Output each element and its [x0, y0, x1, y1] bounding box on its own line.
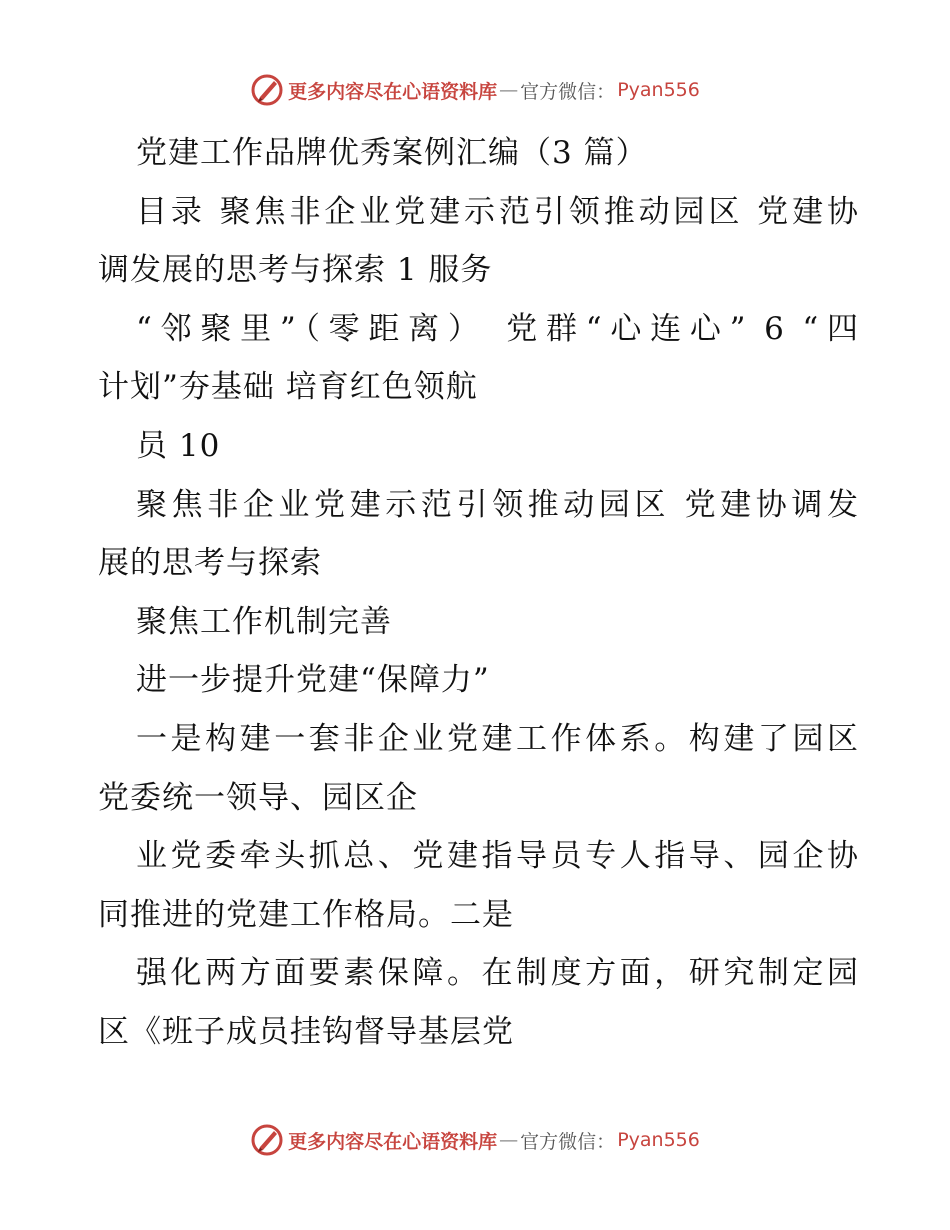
section-heading: 展的思考与探索 — [98, 545, 322, 582]
watermark-separator: — — [499, 79, 519, 101]
toc-line: 计划”夯基础 培育红色领航 — [98, 369, 478, 406]
subsection-heading: 进一步提升党建“保障力” — [136, 662, 490, 699]
watermark-text: 更多内容尽在心语资料库 — [288, 1130, 498, 1153]
watermark-id: Pyan556 — [617, 79, 700, 101]
paragraph-line: 一是构建一套非企业党建工作体系。构建了园区 — [136, 720, 858, 757]
subsection-heading: 聚焦工作机制完善 — [136, 603, 392, 640]
watermark-id: Pyan556 — [617, 1129, 700, 1151]
document-title: 党建工作品牌优秀案例汇编（3 篇） — [136, 135, 648, 171]
paragraph-line: 强化两方面要素保障。在制度方面，研究制定园 — [136, 955, 858, 992]
paragraph-line: 区《班子成员挂钩督导基层党 — [98, 1013, 514, 1050]
toc-line: 调发展的思考与探索 1 服务 — [98, 252, 493, 289]
toc-line: “邻聚里”（零距离） 党群“心连心” 6 “四 — [136, 310, 858, 347]
section-heading: 聚焦非企业党建示范引领推动园区 党建协调发 — [136, 486, 858, 523]
paragraph-line: 同推进的党建工作格局。二是 — [98, 896, 514, 933]
watermark-text: 更多内容尽在心语资料库 — [288, 80, 498, 103]
header-watermark — [0, 70, 950, 110]
brand-logo-icon — [250, 1123, 284, 1157]
toc-line: 目录 聚焦非企业党建示范引领推动园区 党建协 — [136, 193, 858, 230]
watermark-label: 官方微信： — [520, 1130, 616, 1153]
paragraph-line: 业党委牵头抓总、党建指导员专人指导、园企协 — [136, 838, 858, 875]
brand-logo-icon — [250, 73, 284, 107]
paragraph-line: 党委统一领导、园区企 — [98, 779, 418, 816]
watermark-separator: — — [499, 1129, 519, 1151]
toc-line: 员 10 — [136, 427, 221, 464]
watermark-label: 官方微信： — [520, 80, 616, 103]
footer-watermark — [0, 1120, 950, 1160]
document-body — [98, 124, 858, 1062]
